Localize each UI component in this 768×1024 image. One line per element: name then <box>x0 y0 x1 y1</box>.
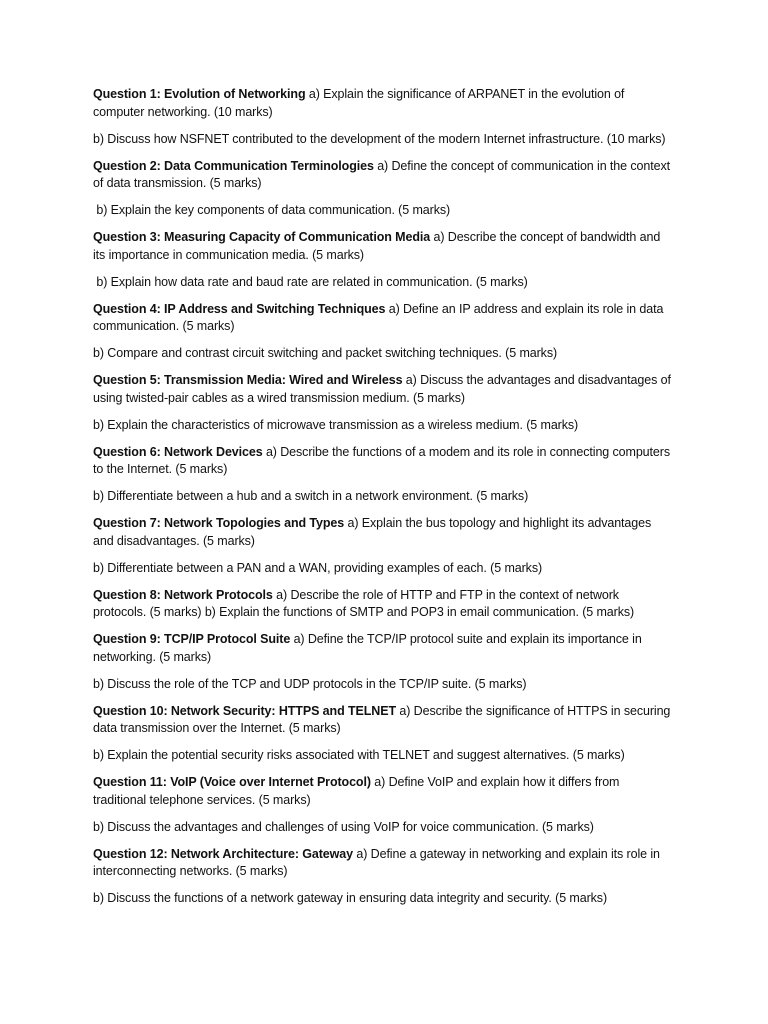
question-10-part-a <box>93 703 675 738</box>
question-8-title: Question 8: Network Protocols <box>93 587 273 602</box>
question-9-part-a <box>93 631 675 666</box>
question-6-title: Question 6: Network Devices <box>93 444 263 459</box>
question-1-part-a <box>93 86 675 121</box>
question-1-title: Question 1: Evolution of Networking <box>93 87 306 101</box>
question-8-part-a <box>93 587 675 622</box>
question-7-a-text: a) Explain the bus topology and highlight its advantages and disadvantages. (5 marks) <box>93 516 652 548</box>
question-10-part-b: b) Explain the potential security risks associated with TELNET and suggest alternatives. (5 marks) <box>93 748 625 762</box>
question-4-title: Question 4: IP Address and Switching Techniques <box>93 301 386 316</box>
question-12-part-a <box>93 846 675 881</box>
question-11-title: Question 11: VoIP (Voice over Internet Protocol) <box>93 775 371 789</box>
question-3-part-b: b) Explain how data rate and baud rate are related in communication. (5 marks) <box>93 274 528 289</box>
question-6-part-b: b) Differentiate between a hub and a switch in a network environment. (5 marks) <box>93 489 529 503</box>
question-9-a-text: a) Define the TCP/IP protocol suite and explain its importance in networking. (5 marks) <box>93 632 642 664</box>
question-3-part-a <box>93 229 675 264</box>
question-5-part-a <box>93 372 675 407</box>
question-6-part-a <box>93 444 675 479</box>
question-11-part-a <box>93 774 675 809</box>
question-5-a-text: a) Discuss the advantages and disadvantages of using twisted-pair cables as a wired transmission medium. (5 marks) <box>93 373 671 405</box>
question-2-part-b: b) Explain the key components of data communication. (5 marks) <box>93 203 451 217</box>
question-paper <box>93 86 675 917</box>
question-11-part-b: b) Discuss the advantages and challenges of using VoIP for voice communication. (5 marks) <box>93 819 594 834</box>
question-3-title: Question 3: Measuring Capacity of Communication Media <box>93 230 431 244</box>
question-5-title: Question 5: Transmission Media: Wired and Wireless <box>93 373 403 387</box>
question-8-a-text: a) Describe the role of HTTP and FTP in the context of network protocols. (5 marks) b) Explain the functions of SMTP and POP3 in email communication. (5 marks) <box>93 587 635 619</box>
question-6-a-text: a) Describe the functions of a modem and its role in connecting computers to the Internet. (5 marks) <box>93 444 670 476</box>
question-4-part-a <box>93 301 675 336</box>
question-7-title: Question 7: Network Topologies and Types <box>93 516 345 530</box>
question-2-title: Question 2: Data Communication Terminologies <box>93 158 374 173</box>
question-4-part-b: b) Compare and contrast circuit switching and packet switching techniques. (5 marks) <box>93 346 558 360</box>
question-2-a-text: a) Define the concept of communication in the context of data transmission. (5 marks) <box>93 158 670 190</box>
question-10-title: Question 10: Network Security: HTTPS and TELNET <box>93 703 396 718</box>
question-9-title: Question 9: TCP/IP Protocol Suite <box>93 632 291 646</box>
question-5-part-b: b) Explain the characteristics of microwave transmission as a wireless medium. (5 marks) <box>93 417 579 432</box>
question-4-a-text: a) Define an IP address and explain its role in data communication. (5 marks) <box>93 301 664 333</box>
question-7-part-a <box>93 515 675 550</box>
question-1-part-b: b) Discuss how NSFNET contributed to the development of the modern Internet infrastructure. (10 marks) <box>93 131 666 146</box>
question-12-part-b: b) Discuss the functions of a network gateway in ensuring data integrity and security. (5 marks) <box>93 891 608 905</box>
question-1-a-text: a) Explain the significance of ARPANET in the evolution of computer networking. (10 marks) <box>93 87 625 119</box>
question-9-part-b: b) Discuss the role of the TCP and UDP protocols in the TCP/IP suite. (5 marks) <box>93 676 527 691</box>
question-3-a-text: a) Describe the concept of bandwidth and its importance in communication media. (5 marks) <box>93 230 661 262</box>
question-12-a-text: a) Define a gateway in networking and explain its role in interconnecting networks. (5 marks) <box>93 846 660 878</box>
question-7-part-b: b) Differentiate between a PAN and a WAN, providing examples of each. (5 marks) <box>93 560 543 575</box>
question-10-a-text: a) Describe the significance of HTTPS in securing data transmission over the Internet. (5 marks) <box>93 703 671 735</box>
question-2-part-a <box>93 158 675 193</box>
question-11-a-text: a) Define VoIP and explain how it differs from traditional telephone services. (5 marks) <box>93 775 620 807</box>
question-12-title: Question 12: Network Architecture: Gateway <box>93 846 353 861</box>
